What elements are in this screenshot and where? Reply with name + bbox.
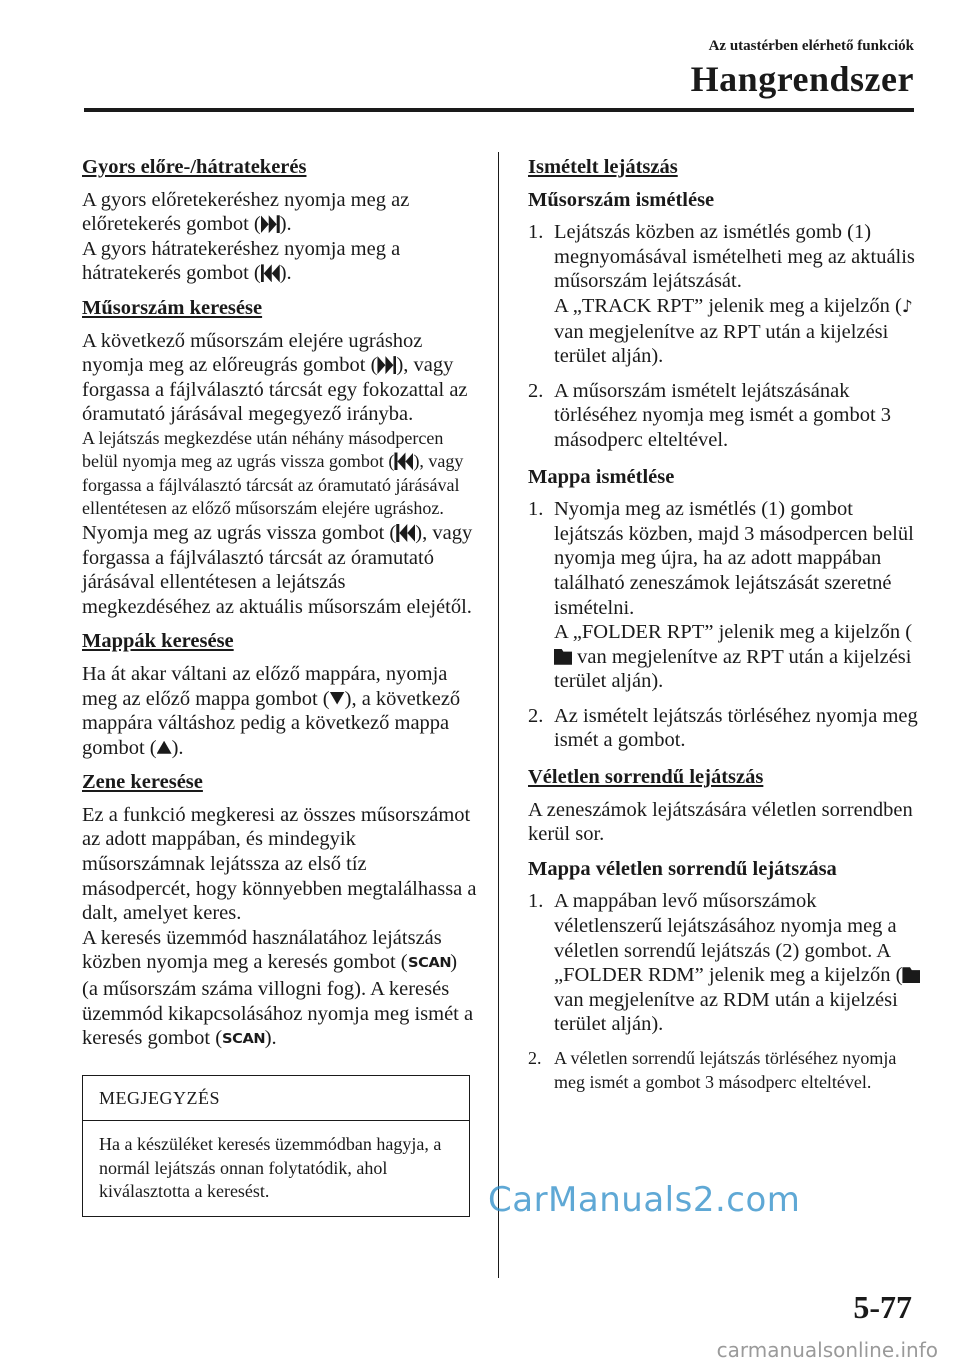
note-body: Ha a készüléket keresés üzemmódban hagyja, a normál lejátszás onnan folytatódik, ahol kiválasztotta a keresést.	[99, 1134, 442, 1202]
paragraph-restart-track: Nyomja meg az ugrás vissza gombot ( ), vagy forgassa a fájlválasztó tárcsát az óramutató járásával ellentétesen a lejátszás megkezdéséhez az aktuális műsorszám elejétől.	[82, 521, 473, 618]
music-note-icon: ♪	[901, 296, 913, 317]
paragraph-scan-description: Ez a funkció megkeresi az összes műsorszámot az adott mappában, és mindegyik műsorszámnak lejátssza az első tíz másodpercét, hogy könnyebben megtalálhassa a dalt, amelyet keres.	[82, 803, 477, 925]
heading-random-play: Véletlen sorrendű lejátszás	[528, 766, 764, 789]
subheading-track-repeat: Műsorszám ismétlése	[528, 188, 715, 211]
subheading-folder-random: Mappa véletlen sorrendű lejátszása	[528, 857, 837, 880]
note-heading: MEGJEGYZÉS	[83, 1076, 469, 1122]
folder-icon	[902, 967, 920, 983]
watermark-logo: CarManuals2.com	[488, 1180, 801, 1220]
track-next-icon	[377, 356, 396, 374]
scan-icon: SCAN	[222, 1032, 266, 1048]
folder-icon	[554, 649, 572, 665]
heading-track-search: Műsorszám keresése	[82, 296, 263, 319]
list-item: 1. Lejátszás közben az ismétlés gomb (1) megnyomásával ismételheti meg az aktuális műsorszám lejátszását. A „TRACK RPT” jelenik meg a kijelzőn (♪ van megjelenítve az RPT után a kijelzési terület alján).	[528, 221, 915, 368]
paragraph-rewind: A gyors hátratekeréshez nyomja meg a hátratekerés gombot ( ).	[82, 237, 401, 285]
page-title: Hangrendszer	[690, 59, 914, 99]
heading-fast-forward-rewind: Gyors előre-/hátratekerés	[82, 156, 307, 178]
track-prev-icon	[396, 524, 415, 542]
track-prev-icon	[261, 264, 280, 282]
header-section-label: Az utastérben elérhető funkciók	[708, 38, 914, 54]
subheading-folder-repeat: Mappa ismétlése	[528, 465, 675, 488]
list-item: 1. Nyomja meg az ismétlés (1) gombot lejátszás közben, majd 3 másodpercen belül nyomja meg újra, ha az adott mappában található zeneszámok lejátszását szeretné ismételni. A „FOLDER RPT” jelenik meg a kijelzőn ( van megjelenítve az RPT után a kijelzési terület alján).	[528, 498, 914, 693]
scan-icon: SCAN	[407, 956, 451, 972]
paragraph-folder-search: Ha át akar váltani az előző mappára, nyomja meg az előző mappa gombot ( ), a következő mappára váltáshoz pedig a következő mappa gombot ( ).	[82, 662, 461, 759]
header-rule	[84, 108, 914, 112]
heading-repeat-play: Ismételt lejátszás	[528, 156, 678, 178]
folder-up-icon	[157, 741, 172, 754]
right-column	[528, 155, 923, 1104]
paragraph-scan-usage: A keresés üzemmód használatához lejátszás közben nyomja meg a keresés gombot (SCAN) (a műsorszám száma villogni fog). A keresés üzemmód kikapcsolásához nyomja meg ismét a keresés gombot (SCAN).	[82, 926, 477, 1053]
folder-down-icon	[330, 692, 345, 705]
list-item: 2. A véletlen sorrendű lejátszás törléséhez nyomja meg ismét a gombot 3 másodperc elteltével.	[528, 1048, 897, 1092]
list-item: 2. Az ismételt lejátszás törléséhez nyomja meg ismét a gombot.	[528, 704, 918, 752]
heading-folder-search: Mappák keresése	[82, 630, 234, 653]
heading-music-scan: Zene keresése	[82, 771, 203, 794]
paragraph-random-description: A zeneszámok lejátszására véletlen sorrendben kerül sor.	[528, 798, 913, 846]
left-column	[82, 155, 477, 1217]
paragraph-previous-track: A lejátszás megkezdése után néhány másodpercen belül nyomja meg az ugrás vissza gombot ( ), vagy forgassa a fájlválasztó tárcsát az óramutató járásával ellentétesen az előző műsorszám elejére ugráshoz.	[82, 427, 464, 519]
track-next-icon	[261, 215, 280, 233]
paragraph-next-track: A következő műsorszám elejére ugráshoz nyomja meg az előreugrás gombot ( ), vagy forgassa a fájlválasztó tárcsát egy fokozattal az óramutató járásával megegyező irányba.	[82, 329, 468, 426]
page-number: 5-77	[853, 1289, 912, 1325]
list-item: 2. A műsorszám ismételt lejátszásának törléséhez nyomja meg ismét a gombot 3 másodperc elteltével.	[528, 379, 892, 451]
note-box	[82, 1075, 470, 1217]
footer-site-mark: carmanualsonline.info	[716, 1338, 938, 1362]
column-divider	[498, 152, 499, 1278]
track-prev-icon	[394, 452, 413, 470]
list-item: 1. A mappában levő műsorszámok véletlenszerű lejátszásához nyomja meg a véletlen sorrendű lejátszás (2) gombot. A „FOLDER RDM” jelenik meg a kijelzőn ( van megjelenítve az RDM után a kijelzési terület alján).	[528, 889, 923, 1037]
paragraph-fast-forward: A gyors előretekeréshez nyomja meg az előretekerés gombot ( ).	[82, 188, 410, 236]
